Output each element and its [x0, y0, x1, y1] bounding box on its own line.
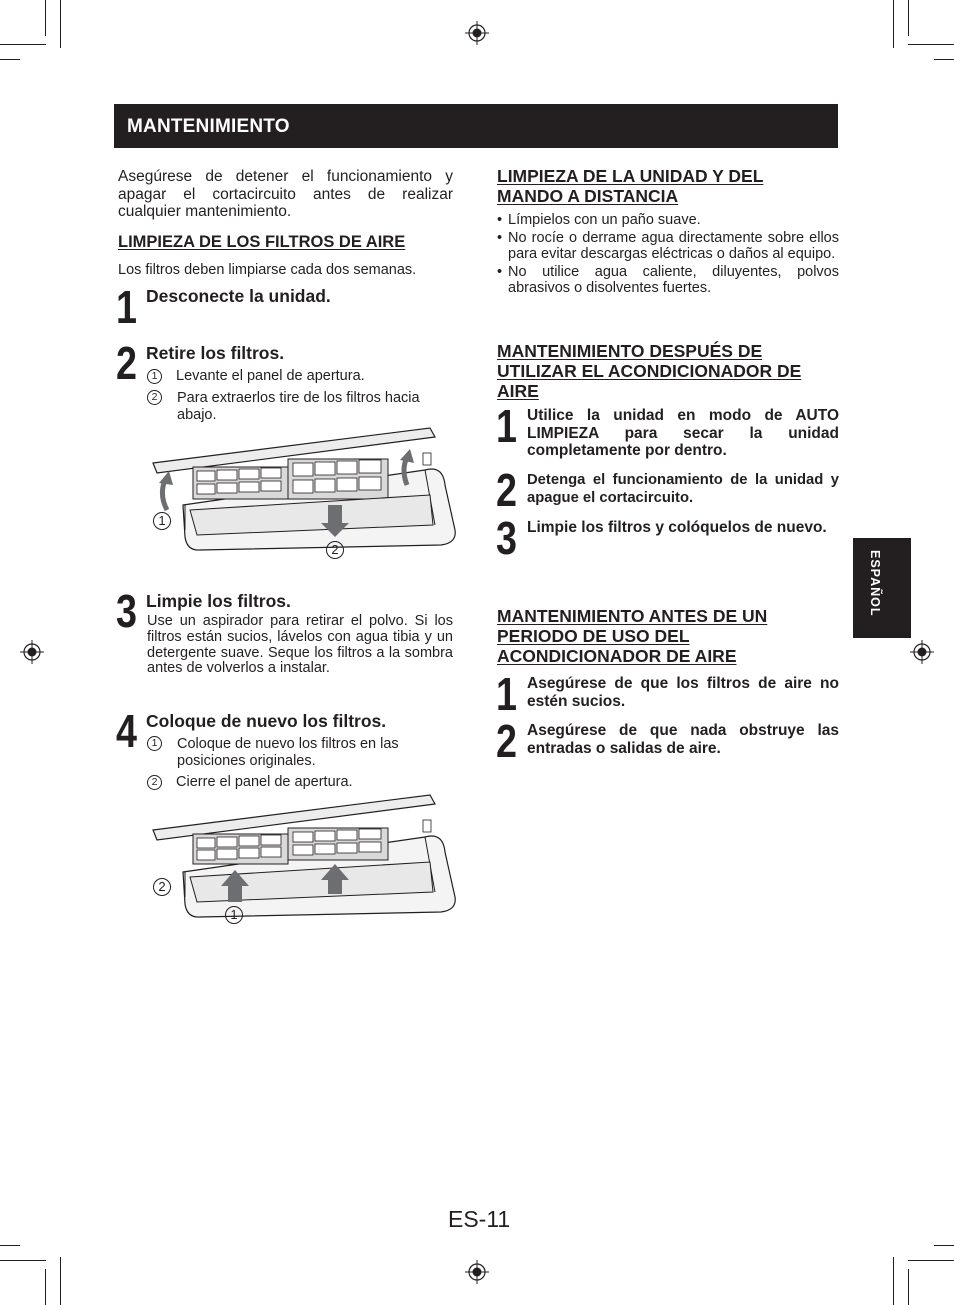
step-item: [147, 774, 447, 791]
registration-mark-bottom: [465, 1260, 489, 1284]
item-text: Para extraerlos tire de los filtros hacia abajo.: [177, 390, 420, 423]
item-text: Cierre el panel de apertura.: [176, 774, 353, 790]
step-title: Limpie los filtros.: [146, 591, 291, 611]
step-number: 3: [116, 585, 137, 637]
item-marker: 2: [147, 390, 162, 405]
unit-cleaning-title: LIMPIEZA DE LA UNIDAD Y DEL MANDO A DISTANCIA: [497, 166, 764, 206]
unit-cleaning-list: [497, 212, 839, 298]
after-use-title: MANTENIMIENTO DESPUÉS DE UTILIZAR EL ACONDICIONADOR DE AIRE: [497, 341, 802, 401]
step-text: Detenga el funcionamiento de la unidad y apague el cortacircuito.: [527, 472, 839, 506]
figure-label: 2: [326, 541, 344, 559]
step-title: Desconecte la unidad.: [146, 286, 331, 306]
step-number: 2: [496, 715, 517, 767]
step-number: 1: [496, 400, 517, 452]
step-number: 2: [496, 464, 517, 516]
step-text: Limpie los filtros y colóquelos de nuevo.: [527, 519, 827, 536]
list-item: • No rocíe o derrame agua directamente sobre ellos para evitar descargas eléctricas o daños al equipo.: [497, 230, 839, 262]
step-number: 2: [116, 337, 137, 389]
figure-label: 1: [225, 906, 243, 924]
item-marker: 2: [147, 775, 162, 790]
before-use-title: MANTENIMIENTO ANTES DE UN PERIODO DE USO DEL ACONDICIONADOR DE AIRE: [497, 606, 768, 666]
item-marker: 1: [147, 369, 162, 384]
item-text: Levante el panel de apertura.: [176, 368, 365, 384]
ac-unit-filter-reinstall-illustration: [145, 792, 460, 927]
step-text: Asegúrese de que nada obstruye las entradas o salidas de aire.: [527, 722, 839, 757]
registration-mark-top: [465, 21, 489, 45]
registration-mark-left: [20, 640, 44, 664]
step-number: 1: [496, 668, 517, 720]
step-title: Retire los filtros.: [146, 343, 285, 363]
filters-section-title: LIMPIEZA DE LOS FILTROS DE AIRE: [118, 233, 406, 251]
item-marker: 1: [147, 736, 162, 751]
list-item: • No utilice agua caliente, diluyentes, polvos abrasivos o disolventes fuertes.: [497, 264, 839, 296]
step-text: Use un aspirador para retirar el polvo. Si los filtros están sucios, lávelos con agua tibia y un detergente suave. Seque los filtros a la sombra antes de volverlos a instalar.: [147, 613, 453, 677]
ac-unit-filter-removal-illustration: [145, 425, 460, 560]
step-title: Coloque de nuevo los filtros.: [146, 711, 387, 731]
step-item: [147, 390, 457, 423]
intro-text: Asegúrese de detener el funcionamiento y apagar el cortacircuito antes de realizar cualquier mantenimiento.: [118, 168, 453, 220]
step-number: 1: [116, 281, 137, 333]
filters-note: Los filtros deben limpiarse cada dos semanas.: [118, 262, 417, 278]
step-text: Asegúrese de que los filtros de aire no estén sucios.: [527, 675, 839, 710]
registration-mark-right: [910, 640, 934, 664]
figure-label: 1: [153, 512, 171, 530]
step-text: Utilice la unidad en modo de AUTO LIMPIEZA para secar la unidad completamente por dentro.: [527, 407, 839, 459]
list-item: • Límpielos con un paño suave.: [497, 212, 839, 228]
item-text: Coloque de nuevo los filtros en las posiciones originales.: [177, 736, 399, 769]
step-item: [147, 368, 457, 385]
section-header-bar: [114, 104, 838, 148]
step-number: 3: [496, 512, 517, 564]
language-tab-label: ESPAÑOL: [868, 550, 882, 617]
step-number: 4: [116, 705, 137, 757]
section-header-title: MANTENIMIENTO: [127, 116, 290, 137]
page-number: ES-11: [448, 1206, 511, 1232]
step-item: [147, 736, 447, 769]
language-tab: [853, 538, 911, 638]
figure-label: 2: [153, 878, 171, 896]
